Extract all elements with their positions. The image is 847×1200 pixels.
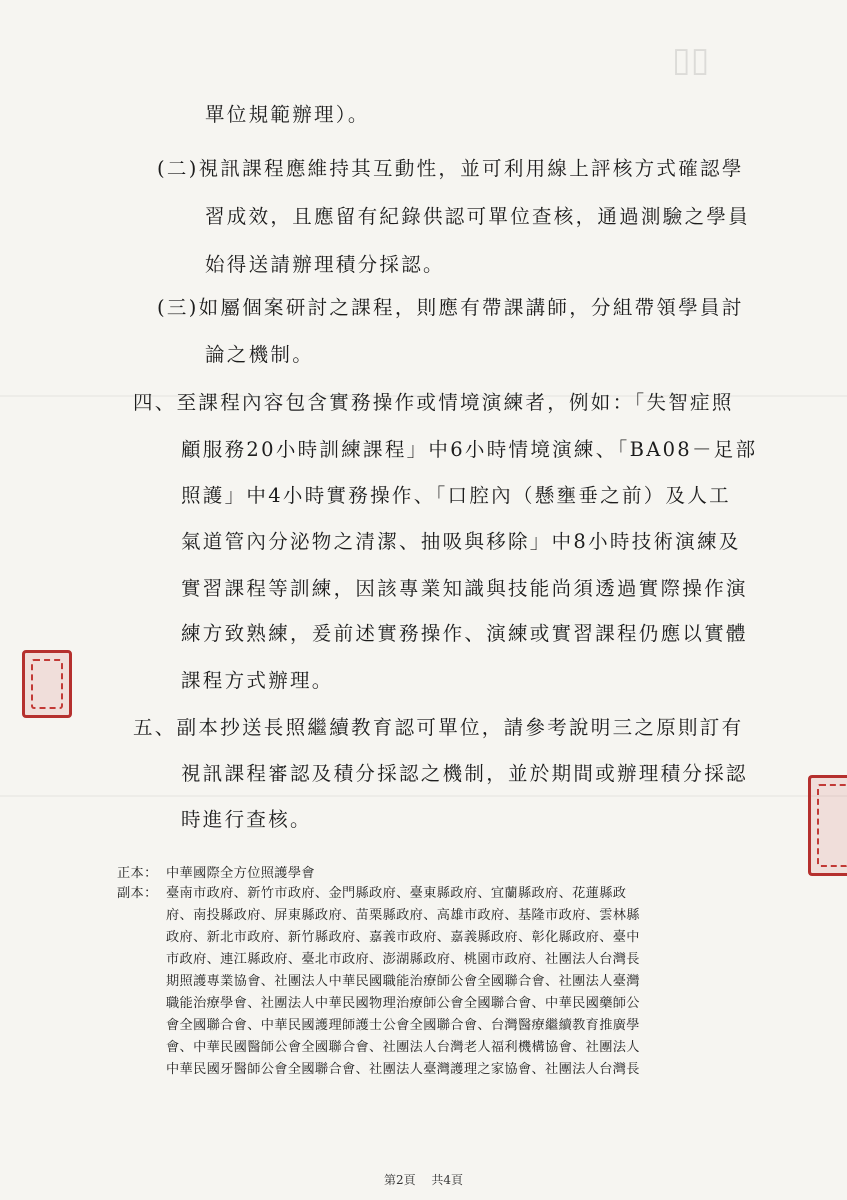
cc-label: 副本：: [117, 886, 158, 901]
body-line: 氣道管內分泌物之清潔、抽吸與移除」中8小時技術演練及: [181, 530, 741, 553]
page-footer: [0, 1171, 847, 1188]
body-line: 顧服務20小時訓練課程」中6小時情境演練、「BA08－足部: [181, 438, 758, 461]
cc-line: 職能治療學會、社團法人中華民國物理治療師公會全國聯合會、中華民國藥師公: [166, 996, 640, 1011]
page-number: 第2頁: [383, 1173, 416, 1187]
body-line: 練方致熟練，爰前述實務操作、演練或實習課程仍應以實體: [181, 622, 748, 645]
body-line: 四、至課程內容包含實務操作或情境演練者，例如：「失智症照: [133, 391, 734, 414]
body-line: 五、副本抄送長照繼續教育認可單位，請參考說明三之原則訂有: [133, 716, 744, 739]
page-total: 共4頁: [431, 1173, 464, 1187]
body-line: 始得送請辦理積分採認。: [205, 253, 445, 276]
cc-line: 政府、新北市政府、新竹縣政府、嘉義市政府、嘉義縣政府、彰化縣政府、臺中: [166, 930, 640, 945]
main-recipient-label: 正本：: [117, 866, 158, 881]
cc-line: 臺南市政府、新竹市政府、金門縣政府、臺東縣政府、宜蘭縣政府、花蓮縣政: [166, 886, 627, 901]
main-recipient-value: 中華國際全方位照護學會: [166, 866, 315, 881]
cc-line: 會、中華民國醫師公會全國聯合會、社團法人台灣老人福利機構協會、社團法人: [166, 1040, 640, 1055]
body-line: 課程方式辦理。: [181, 669, 334, 692]
official-seal-stamp: [22, 650, 72, 718]
body-line: (三)如屬個案研討之課程，則應有帶課講師，分組帶領學員討: [157, 296, 744, 319]
body-line: 習成效，且應留有紀錄供認可單位查核，通過測驗之學員: [205, 205, 751, 228]
body-line: 視訊課程審認及積分採認之機制，並於期間或辦理積分採認: [181, 762, 748, 785]
bleed-through-mark: ▯▯: [672, 40, 710, 80]
body-line: 照護」中4小時實務操作、「口腔內（懸壅垂之前）及人工: [181, 484, 731, 507]
official-seal-stamp: [808, 775, 847, 876]
body-line: 時進行查核。: [181, 808, 312, 831]
fold-line: [0, 795, 847, 797]
body-line: (二)視訊課程應維持其互動性，並可利用線上評核方式確認學: [157, 157, 744, 180]
cc-line: 中華民國牙醫師公會全國聯合會、社團法人臺灣護理之家協會、社團法人台灣長: [166, 1062, 640, 1077]
body-line: 論之機制。: [205, 343, 315, 366]
cc-line: 會全國聯合會、中華民國護理師護士公會全國聯合會、台灣醫療繼續教育推廣學: [166, 1018, 640, 1033]
cc-line: 府、南投縣政府、屏東縣政府、苗栗縣政府、高雄市政府、基隆市政府、雲林縣: [166, 908, 640, 923]
cc-line: 市政府、連江縣政府、臺北市政府、澎湖縣政府、桃園市政府、社團法人台灣長: [166, 952, 640, 967]
cc-line: 期照護專業協會、社團法人中華民國職能治療師公會全國聯合會、社團法人臺灣: [166, 974, 640, 989]
body-line: 單位規範辦理）。: [205, 103, 370, 126]
body-line: 實習課程等訓練，因該專業知識與技能尚須透過實際操作演: [181, 577, 748, 600]
